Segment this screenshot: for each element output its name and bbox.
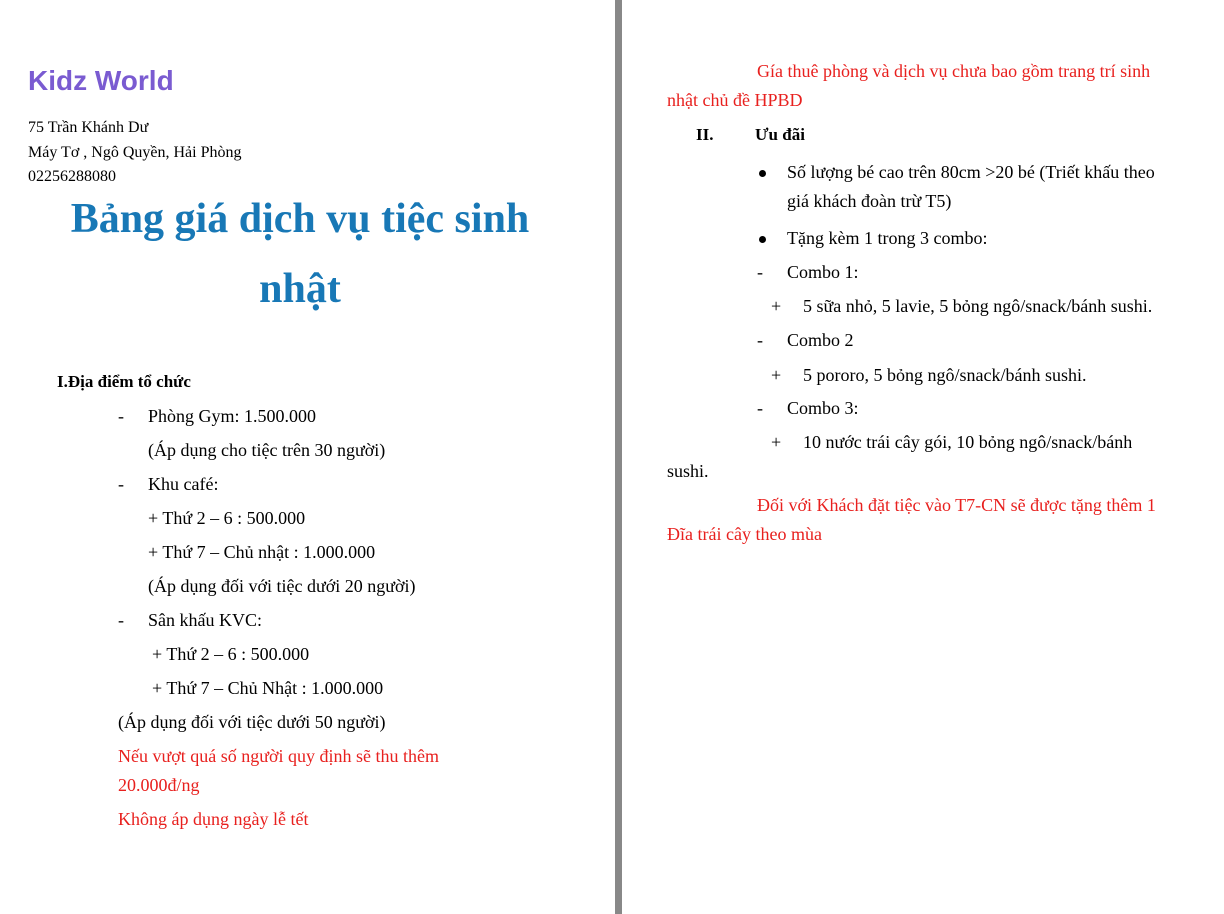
combo-1-label: Combo 1:	[787, 262, 859, 282]
combo-1-item: 5 sữa nhỏ, 5 lavie, 5 bỏng ngô/snack/bánh sushi.	[803, 296, 1153, 316]
bullet-dot-icon	[759, 236, 766, 243]
cafe-weekday-price: + Thứ 2 – 6 : 500.000	[148, 508, 306, 528]
section-1-heading: I.Địa điểm tổ chức	[57, 372, 191, 391]
dash-marker: -	[118, 610, 124, 630]
page-title-line-1: Bảng giá dịch vụ tiệc sinh	[70, 196, 530, 242]
section-2-heading: Ưu đãi	[755, 125, 805, 144]
decor-note-line-1: Gía thuê phòng và dịch vụ chưa bao gồm trang trí sinh	[757, 61, 1151, 81]
over-limit-note-line-2: 20.000đ/ng	[118, 775, 200, 795]
cafe-weekend-price: + Thứ 7 – Chủ nhật : 1.000.000	[148, 542, 376, 562]
cafe-condition: (Áp dụng đối với tiệc dưới 20 người)	[148, 576, 416, 596]
plus-marker: +	[771, 432, 782, 452]
page-divider	[615, 0, 622, 914]
gym-room-price: Phòng Gym: 1.500.000	[148, 406, 317, 426]
dash-marker: -	[118, 474, 124, 494]
stage-condition: (Áp dụng đối với tiệc dưới 50 người)	[118, 712, 386, 732]
dash-marker: -	[757, 330, 763, 350]
cafe-area-label: Khu café:	[148, 474, 219, 494]
address-line-1: 75 Trần Khánh Dư	[28, 119, 149, 136]
no-holiday-note: Không áp dụng ngày lễ tết	[118, 809, 309, 829]
stage-weekend-price: + Thứ 7 – Chủ Nhật : 1.000.000	[152, 678, 384, 698]
combo-gift-bullet: Tặng kèm 1 trong 3 combo:	[787, 228, 988, 248]
weekend-note-line-1: Đối với Khách đặt tiệc vào T7-CN sẽ được tặng thêm 1	[757, 495, 1156, 515]
phone-number: 02256288080	[28, 168, 116, 185]
combo-3-label: Combo 3:	[787, 398, 859, 418]
page-title-line-2: nhật	[259, 266, 341, 312]
decor-note-line-2: nhật chủ đề HPBD	[667, 90, 803, 110]
discount-bullet-line-2: giá khách đoàn trừ T5)	[787, 191, 952, 211]
dash-marker: -	[757, 262, 763, 282]
stage-weekday-price: + Thứ 2 – 6 : 500.000	[152, 644, 310, 664]
combo-3-item-line-1: 10 nước trái cây gói, 10 bỏng ngô/snack/bánh	[803, 432, 1133, 452]
dash-marker: -	[118, 406, 124, 426]
brand-name: Kidz World	[28, 65, 174, 96]
combo-2-item: 5 pororo, 5 bỏng ngô/snack/bánh sushi.	[803, 365, 1087, 385]
plus-marker: +	[771, 296, 782, 316]
plus-marker: +	[771, 365, 782, 385]
section-2-number: II.	[696, 125, 714, 144]
dash-marker: -	[757, 398, 763, 418]
address-line-2: Máy Tơ , Ngô Quyền, Hải Phòng	[28, 144, 242, 161]
over-limit-note-line-1: Nếu vượt quá số người quy định sẽ thu thêm	[118, 746, 440, 766]
combo-3-item-line-2: sushi.	[667, 461, 709, 481]
stage-label: Sân khấu KVC:	[148, 610, 262, 630]
gym-room-condition: (Áp dụng cho tiệc trên 30 người)	[148, 440, 386, 460]
weekend-note-line-2: Đĩa trái cây theo mùa	[667, 524, 822, 544]
combo-2-label: Combo 2	[787, 330, 854, 350]
discount-bullet-line-1: Số lượng bé cao trên 80cm >20 bé (Triết khấu theo	[787, 162, 1155, 182]
bullet-dot-icon	[759, 170, 766, 177]
